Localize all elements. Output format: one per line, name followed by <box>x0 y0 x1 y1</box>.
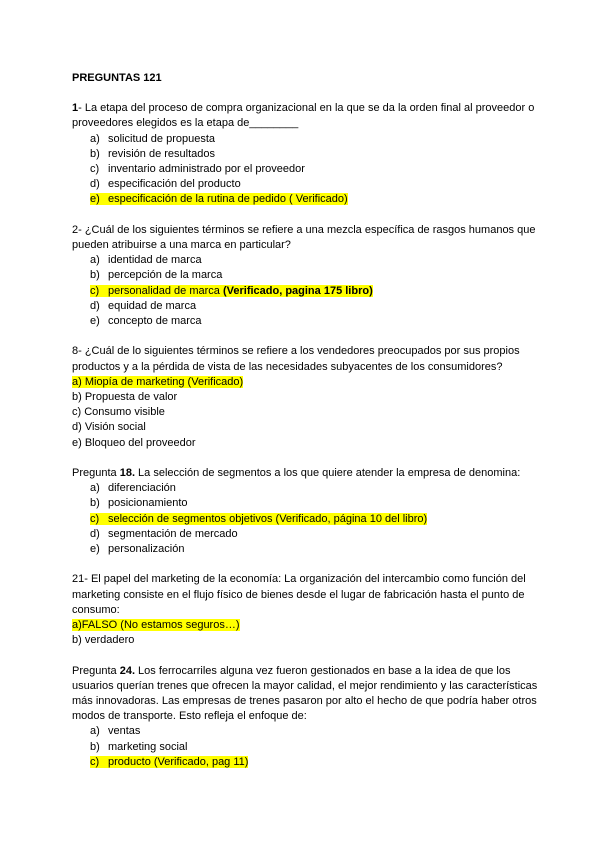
option-a: a) identidad de marca <box>90 254 202 267</box>
question-2 <box>72 223 540 329</box>
option-a: a) diferenciación <box>90 482 176 495</box>
question-text: 8- ¿Cuál de lo siguientes términos se refiere a los vendedores preocupados por sus propios productos y a la pérdida de vista de las necesidades subyacentes de los consumidores? <box>72 345 520 373</box>
options-list <box>72 481 540 557</box>
options-list <box>72 724 540 770</box>
option-c-correct: c) selección de segmentos objetivos (Verificado, página 10 del libro) <box>90 512 428 525</box>
option-e-correct: e) especificación de la rutina de pedido ( Verificado) <box>90 193 348 206</box>
question-24 <box>72 664 540 770</box>
document-title: PREGUNTAS 121 <box>72 72 162 84</box>
answer-a-correct: a) Miopía de marketing (Verificado) <box>72 375 244 388</box>
option-b: b) revisión de resultados <box>90 147 216 160</box>
answer-e: e) Bloqueo del proveedor <box>72 436 196 449</box>
option-d: d) equidad de marca <box>90 299 197 312</box>
question-number: 24. <box>119 664 135 677</box>
question-18 <box>72 466 540 557</box>
option-d: d) especificación del producto <box>90 178 241 191</box>
answer-c: c) Consumo visible <box>72 406 165 419</box>
question-number: 1 <box>72 102 79 115</box>
option-e: e) concepto de marca <box>90 315 202 328</box>
question-text: Pregunta 18. La selección de segmentos a los que quiere atender la empresa de denomina: <box>72 467 521 480</box>
question-21 <box>72 572 540 648</box>
question-text: 21- El papel del marketing de la economía: La organización del intercambio como función del marketing consiste en el flujo físico de bienes desde el lugar de fabricación hasta el punto de consumo: <box>72 573 526 616</box>
answer-b: b) Propuesta de valor <box>72 391 178 404</box>
answer-d: d) Visión social <box>72 421 146 434</box>
option-c: c) inventario administrado por el proveedor <box>90 163 305 176</box>
option-e: e) personalización <box>90 543 185 556</box>
option-c-correct: c) personalidad de marca (Verificado, pagina 175 libro) <box>90 284 373 297</box>
option-a: a) ventas <box>90 725 141 738</box>
option-b: b) marketing social <box>90 740 188 753</box>
option-c-correct: c) producto (Verificado, pag 11) <box>90 755 249 768</box>
answer-a-correct: a)FALSO (No estamos seguros…) <box>72 619 240 632</box>
question-1 <box>72 101 540 207</box>
question-text: Pregunta 24. Los ferrocarriles alguna vez fueron gestionados en base a la idea de que los usuarios querían trenes que ofrecen la mayor calidad, el mejor rendimiento y las características más innovadoras. Las empresas de trenes pasaron por alto el hecho de que podría haber otros modos de transporte. Esto refleja el enfoque de: <box>72 664 538 723</box>
answer-b: b) verdadero <box>72 634 135 647</box>
option-d: d) segmentación de mercado <box>90 527 238 540</box>
option-b: b) posicionamiento <box>90 497 188 510</box>
option-a: a) solicitud de propuesta <box>90 132 216 145</box>
question-text: 1- La etapa del proceso de compra organizacional en la que se da la orden final al proveedor o proveedores elegidos es la etapa de________ <box>72 102 535 130</box>
options-list <box>72 132 540 208</box>
question-number: 18. <box>119 467 135 480</box>
options-list <box>72 253 540 329</box>
question-8 <box>72 344 540 450</box>
option-b: b) percepción de la marca <box>90 269 223 282</box>
question-text: 2- ¿Cuál de los siguientes términos se refiere a una mezcla específica de rasgos humanos que pueden atribuirse a una marca en particular? <box>72 223 536 252</box>
